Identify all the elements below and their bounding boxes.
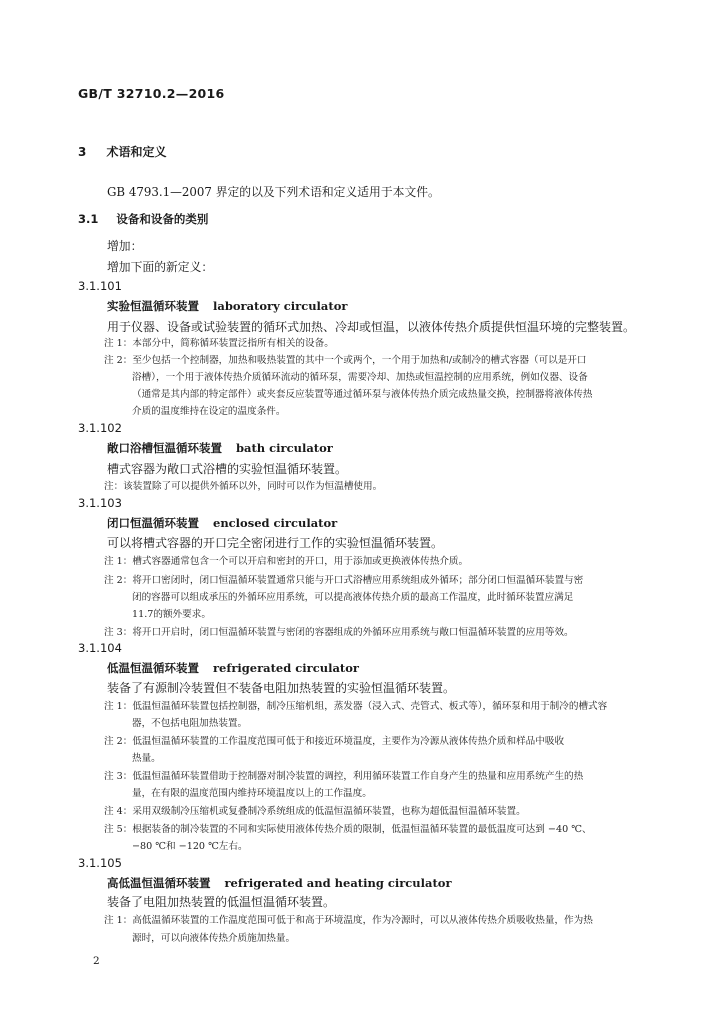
note-line: 注 1：低温恒温循环装置包括控制器，制冷压缩机组，蒸发器（浸入式、壳管式、板式等），循环泵和用于制冷的槽式容 xyxy=(104,701,608,712)
entry-definition: 装备了有源制冷装置但不装备电阻加热装置的实验恒温循环装置。 xyxy=(107,681,456,695)
term-en: laboratory circulator xyxy=(213,299,348,313)
note-line: 注 4：采用双级制冷压缩机或复叠制冷系统组成的低温恒温循环装置，也称为超低温恒温循环装置。 xyxy=(104,806,526,817)
section-heading xyxy=(78,143,167,160)
note-line: 注 2：将开口密闭时，闭口恒温循环装置通常只能与开口式浴槽应用系统组成外循环；部分闭口恒温循环装置与密 xyxy=(104,575,584,586)
section-number: 3 xyxy=(78,145,87,159)
note-line: 注 3：低温恒温循环装置借助于控制器对制冷装置的调控，利用循环装置工作自身产生的热量和应用系统产生的热 xyxy=(104,771,584,782)
term-en: bath circulator xyxy=(236,441,333,455)
entry-term xyxy=(107,875,452,891)
subsection-heading xyxy=(78,211,208,227)
note-line: 源时，可以向液体传热介质施加热量。 xyxy=(132,933,296,944)
addition-line-1: 增加： xyxy=(107,239,143,253)
entry-number: 3.1.105 xyxy=(78,856,122,870)
note-line: 注 1：高低温循环装置的工作温度范围可低于和高于环境温度，作为冷源时，可以从液体传热介质吸收热量，作为热 xyxy=(104,915,593,926)
note-line: 注 1：槽式容器通常包含一个可以开启和密封的开口，用于添加或更换液体传热介质。 xyxy=(104,556,469,567)
entry-definition: 可以将槽式容器的开口完全密闭进行工作的实验恒温循环装置。 xyxy=(107,536,444,550)
term-zh: 闭口恒温循环装置 xyxy=(107,516,199,530)
page-number: 2 xyxy=(93,955,100,967)
note-line: 注 2：低温恒温循环装置的工作温度范围可低于和接近环境温度，主要作为冷源从液体传热介质和样品中吸收 xyxy=(104,736,565,747)
note-line: 11.7的额外要求。 xyxy=(132,609,211,620)
entry-definition: 槽式容器为敞口式浴槽的实验恒温循环装置。 xyxy=(107,462,348,476)
entry-term xyxy=(107,298,347,314)
note-line: 注 2：至少包括一个控制器，加热和吸热装置的其中一个或两个，一个用于加热和/或制冷的槽式容器（可以是开口 xyxy=(104,355,587,366)
entry-term xyxy=(107,515,337,531)
intro-paragraph: GB 4793.1—2007 界定的以及下列术语和定义适用于本文件。 xyxy=(107,185,440,199)
subsection-number: 3.1 xyxy=(78,212,99,226)
note-line: （通常是其内部的特定部件）或夹套反应装置等通过循环泵与液体传热介质完成热量交换，控制器将液体传热 xyxy=(132,389,593,400)
term-zh: 低温恒温循环装置 xyxy=(107,661,199,675)
term-en: refrigerated and heating circulator xyxy=(224,876,452,890)
note-line: 闭的容器可以组成承压的外循环应用系统，可以提高液体传热介质的最高工作温度，此时循环装置应满足 xyxy=(132,592,574,603)
note-line: 注：该装置除了可以提供外循环以外，同时可以作为恒温槽使用。 xyxy=(104,481,383,492)
entry-number: 3.1.103 xyxy=(78,496,122,510)
note-line: 介质的温度维持在设定的温度条件。 xyxy=(132,406,286,417)
standard-header: GB/T 32710.2—2016 xyxy=(78,86,225,101)
note-line: 器，不包括电阻加热装置。 xyxy=(132,718,248,729)
note-line: 量，在有限的温度范围内维持环境温度以上的工作温度。 xyxy=(132,788,372,799)
entry-definition: 装备了电阻加热装置的低温恒温循环装置。 xyxy=(107,895,336,909)
entry-term xyxy=(107,660,359,676)
section-title: 术语和定义 xyxy=(106,145,167,159)
term-zh: 高低温恒温循环装置 xyxy=(107,876,211,890)
entry-number: 3.1.104 xyxy=(78,641,122,655)
term-en: enclosed circulator xyxy=(213,516,338,530)
entry-number: 3.1.102 xyxy=(78,421,122,435)
note-line: 注 5：根据装备的制冷装置的不同和实际使用液体传热介质的限制，低温恒温循环装置的最低温度可达到 −40 ℃、 xyxy=(104,824,592,835)
subsection-title: 设备和设备的类别 xyxy=(116,212,209,226)
term-zh: 敞口浴槽恒温循环装置 xyxy=(107,441,222,455)
note-line: 浴槽），一个用于液体传热介质循环流动的循环泵，需要冷却、加热或恒温控制的应用系统，例如仪器、设备 xyxy=(132,372,588,383)
entry-definition: 用于仪器、设备或试验装置的循环式加热、冷却或恒温，以液体传热介质提供恒温环境的完整装置。 xyxy=(107,320,636,334)
term-en: refrigerated circulator xyxy=(213,661,359,675)
entry-number: 3.1.101 xyxy=(78,279,122,293)
note-line: 注 1：本部分中，简称循环装置泛指所有相关的设备。 xyxy=(104,338,334,349)
note-line: 注 3：将开口开启时，闭口恒温循环装置与密闭的容器组成的外循环应用系统与敞口恒温循环装置的应用等效。 xyxy=(104,627,574,638)
addition-line-2: 增加下面的新定义： xyxy=(107,260,214,274)
note-line: 热量。 xyxy=(132,753,161,764)
note-line: −80 ℃和 −120 ℃左右。 xyxy=(132,841,248,852)
entry-term xyxy=(107,440,333,456)
term-zh: 实验恒温循环装置 xyxy=(107,299,199,313)
